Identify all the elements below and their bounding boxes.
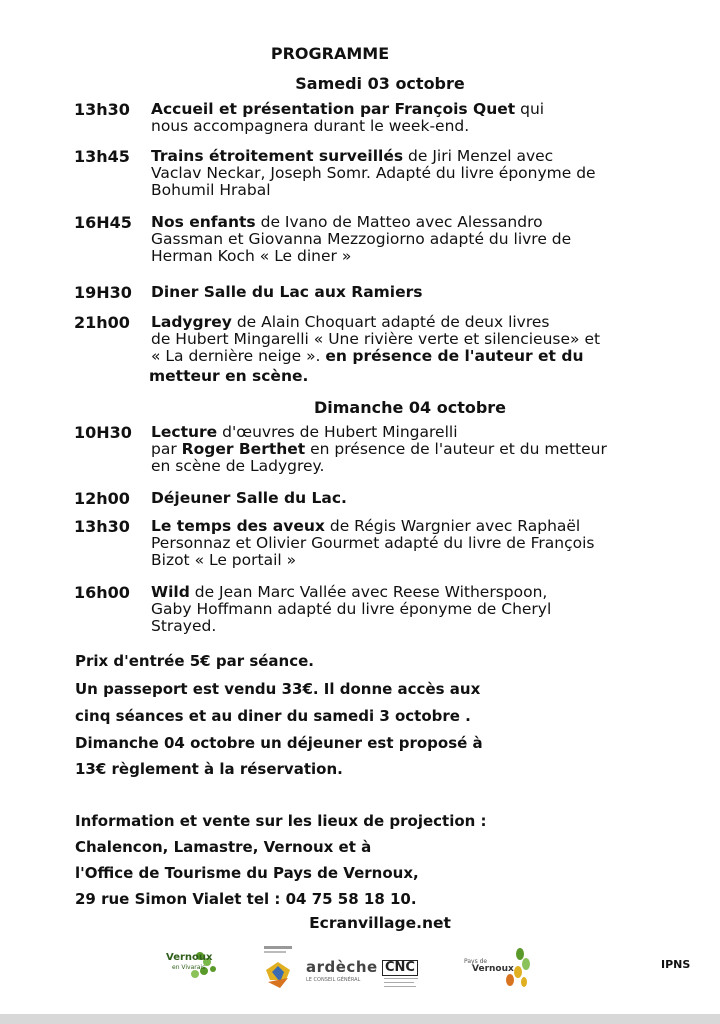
region-emblem-icon xyxy=(258,942,302,994)
event-desc: de Jiri Menzel avec xyxy=(403,147,554,165)
price-line-5: 13€ règlement à la réservation. xyxy=(75,760,343,778)
ipns-mark: IPNS xyxy=(661,958,691,971)
region-logo xyxy=(258,942,302,994)
event-desc-line: Herman Koch « Le diner » xyxy=(151,247,352,265)
day-sunday-heading: Dimanche 04 octobre xyxy=(313,398,507,417)
event-title: Diner Salle du Lac aux Ramiers xyxy=(151,283,423,301)
cnc-lines-icon xyxy=(384,976,420,990)
scan-edge-bar xyxy=(0,1014,720,1024)
event-time: 13h30 xyxy=(74,100,130,119)
event-time: 13h30 xyxy=(74,517,130,536)
day-saturday-heading: Samedi 03 octobre xyxy=(295,74,465,93)
event-desc: de Ivano de Matteo avec Alessandro xyxy=(255,213,543,231)
event-presence-note: en présence de l'auteur et du xyxy=(325,347,584,365)
event-desc-line: Bizot « Le portail » xyxy=(151,551,297,569)
price-line-2: Un passeport est vendu 33€. Il donne accès aux xyxy=(75,680,481,698)
ardeche-logo-sub: LE CONSEIL GÉNÉRAL xyxy=(306,977,361,983)
event-title: Déjeuner Salle du Lac. xyxy=(151,489,347,507)
price-line-1: Prix d'entrée 5€ par séance. xyxy=(75,652,314,670)
event-time: 10H30 xyxy=(74,423,132,442)
pays-logo-text: Vernoux xyxy=(472,964,514,974)
contact-line-1: Information et vente sur les lieux de projection : xyxy=(75,812,487,830)
event-guest: Roger Berthet xyxy=(181,440,306,458)
cnc-logo-text: CNC xyxy=(382,960,418,976)
vernoux-logo-text: Vernoux xyxy=(166,952,213,963)
cnc-logo xyxy=(382,960,452,986)
event-desc-line: Gassman et Giovanna Mezzogiorno adapté du livre de xyxy=(151,230,572,248)
event-time: 19H30 xyxy=(74,283,132,302)
vernoux-logo xyxy=(160,944,230,994)
event-time: 13h45 xyxy=(74,147,130,166)
event-desc: en présence de l'auteur et du metteur xyxy=(305,440,607,458)
event-desc-line: « La dernière neige ». xyxy=(151,347,326,365)
event-time: 16h00 xyxy=(74,583,130,602)
contact-line-3: l'Office de Tourisme du Pays de Vernoux, xyxy=(75,864,419,882)
event-desc-line: Strayed. xyxy=(151,617,217,635)
contact-line-2: Chalencon, Lamastre, Vernoux et à xyxy=(75,838,372,856)
event-desc-line: de Hubert Mingarelli « Une rivière verte et silencieuse» et xyxy=(151,330,601,348)
event-desc-line: Gaby Hoffmann adapté du livre éponyme de Cheryl xyxy=(151,600,552,618)
event-presence-note-cont: metteur en scène. xyxy=(149,367,309,385)
vernoux-logo-sub: en Vivarais xyxy=(172,964,206,971)
ardeche-logo xyxy=(306,958,376,988)
event-desc: qui xyxy=(515,100,545,118)
event-desc: de Régis Wargnier avec Raphaël xyxy=(324,517,581,535)
event-title: Trains étroitement surveillés xyxy=(151,147,404,165)
event-desc: par xyxy=(151,440,182,458)
event-title: Wild xyxy=(151,583,190,601)
pays-vernoux-logo xyxy=(462,944,538,996)
event-title: Ladygrey xyxy=(151,313,232,331)
ardeche-logo-text: ardèche xyxy=(306,958,378,976)
event-desc-line: Bohumil Hrabal xyxy=(151,181,271,199)
sponsor-logos xyxy=(0,940,720,1000)
event-title: Le temps des aveux xyxy=(151,517,325,535)
event-desc-line: Personnaz et Olivier Gourmet adapté du livre de François xyxy=(151,534,595,552)
event-desc: d'œuvres de Hubert Mingarelli xyxy=(217,423,458,441)
event-time: 12h00 xyxy=(74,489,130,508)
event-desc-line: Vaclav Neckar, Joseph Somr. Adapté du livre éponyme de xyxy=(151,164,596,182)
pays-logo-prefix: Pays de xyxy=(464,958,488,965)
programme-title: PROGRAMME xyxy=(270,44,390,63)
price-line-3: cinq séances et au diner du samedi 3 octobre . xyxy=(75,707,471,725)
website-link[interactable]: Ecranvillage.net xyxy=(309,914,451,932)
price-line-4: Dimanche 04 octobre un déjeuner est proposé à xyxy=(75,734,483,752)
event-desc: de Jean Marc Vallée avec Reese Witherspoon, xyxy=(189,583,548,601)
contact-line-4: 29 rue Simon Vialet tel : 04 75 58 18 10. xyxy=(75,890,417,908)
event-title: Accueil et présentation par François Quet xyxy=(151,100,516,118)
event-desc: de Alain Choquart adapté de deux livres xyxy=(231,313,550,331)
event-desc-line: nous accompagnera durant le week-end. xyxy=(151,117,470,135)
event-time: 16H45 xyxy=(74,213,132,232)
event-title: Nos enfants xyxy=(151,213,256,231)
event-title: Lecture xyxy=(151,423,218,441)
event-desc-line: en scène de Ladygrey. xyxy=(151,457,325,475)
event-time: 21h00 xyxy=(74,313,130,332)
